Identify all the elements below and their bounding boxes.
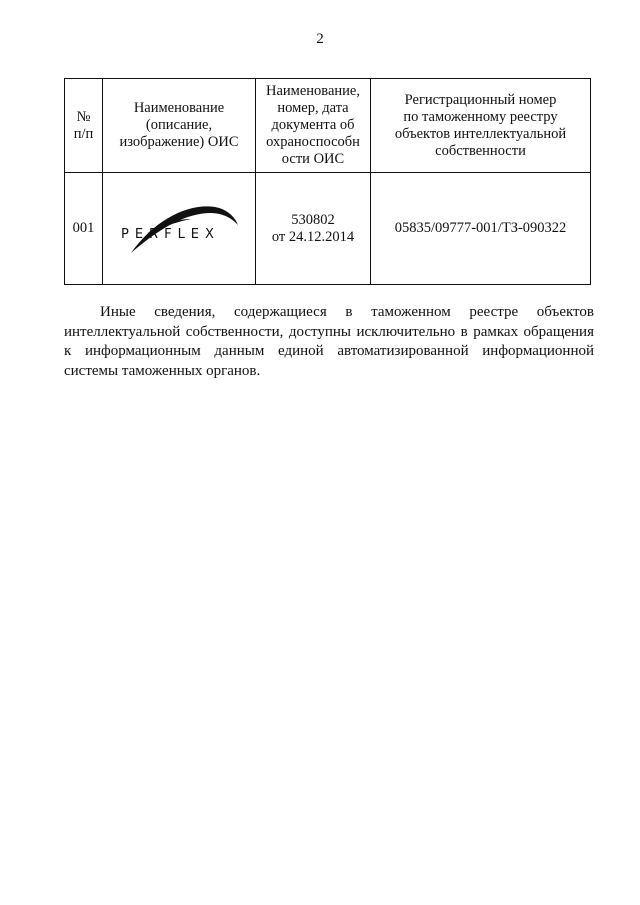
table-header-row [65,79,591,173]
header-ois-name: Наименование (описание, изображение) ОИС [103,79,256,173]
ois-table [64,78,591,285]
row-registration-number: 05835/09777-001/ТЗ-090322 [371,173,591,285]
table-row [65,173,591,285]
header-document: Наименование, номер, дата документа об охраноспособн ости ОИС [256,79,371,173]
trademark-logo-cell [103,173,256,285]
header-registration-number: Регистрационный номер по таможенному реестру объектов интеллектуальной собственности [371,79,591,173]
row-number: 001 [65,173,103,285]
page-number: 2 [316,31,324,47]
header-number: № п/п [65,79,103,173]
perflex-logo [117,195,241,263]
row-document: 530802 от 24.12.2014 [256,173,371,285]
perflex-logo-text: PERFLEX [121,226,220,242]
note-paragraph: Иные сведения, содержащиеся в таможенном реестре объектов интеллектуальной собственности, доступны исключительно в рамках обращения к информационным данным единой автоматизированной информационной системы таможенных органов. [64,304,594,379]
